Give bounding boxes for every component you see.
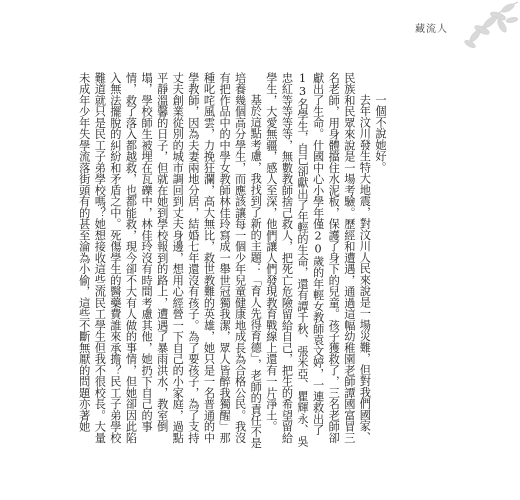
vertical-body-text [77, 72, 388, 452]
leaf-branch-decoration [430, 0, 520, 80]
paragraph-2: 去年汶川發生特大地震，對汶川人民來說是一場災難，但對我們國家、民族和民眾來說是一場考驗。歷經和遭遇，通過這幅幼稚園老師譚國富冒三名老師，用身體擋住水泥板，保護了身下的兒童。孩子獲救了，三名老師卻獻出了生命。什國中心小學年僅20歲的年輕女教師袁文婷，一連救出了13名學生，自己卻獻出了年輕的生命，還有譚千秋、張米亞、瞿輝永、吳忠紅等等等等，無數教師捨己救人，把死亡危險留給自己，把生的希望留給學生，大愛無疆，感人至深，他們讓人們發現教育戰線上還有一片淨土。 [264, 72, 372, 447]
paragraph-1: 一個不說她好。 [374, 94, 387, 174]
paragraph-3: 基於這點考慮，我找到了新的主題：「育人先得育德」，老師的責任不是培養幾個高分學生，而應該讓每一個少年兒童健康地成長為合格公民。我沒有把作品中的中學女教師林佳玲寫成一舉世冠獨我潔，眾人皆醉我獨醒」那種叱咤風雲，力挽狂瀾，高大無比，救世教難的英雄，她只是一名普通的中學教師，因為夫妻兩地分居，結婚七年還沒有孩子。為了要孩子，為了支持丈夫創業從別的城市調回到丈夫身邊，想用心經營一下自己的小家庭，過點平靜溫馨的日子，但就在她到學校報到的路上，遭遇了暴雨洪水，教室倒塌，學校師生被埋在瓦礫中，林佳玲沒有時間考慮其他，她扔下自己的事情，救了落入都越救，也都能救，現今卻不大有人做的事情，但她卻因此陷入無法擺脫的糾紛和矛盾之中。死傷學生的醫藥費誰來承擔？民工子弟學校難道就只是民工子弟學校嗎？她想接收這些流民工學生但我不很校長。大量未成年少年失學流落街頭有的甚至淪為小偷，這些不斷無厭的問題亦著她 [77, 72, 263, 449]
running-header-title: 藏流人 [415, 24, 448, 35]
